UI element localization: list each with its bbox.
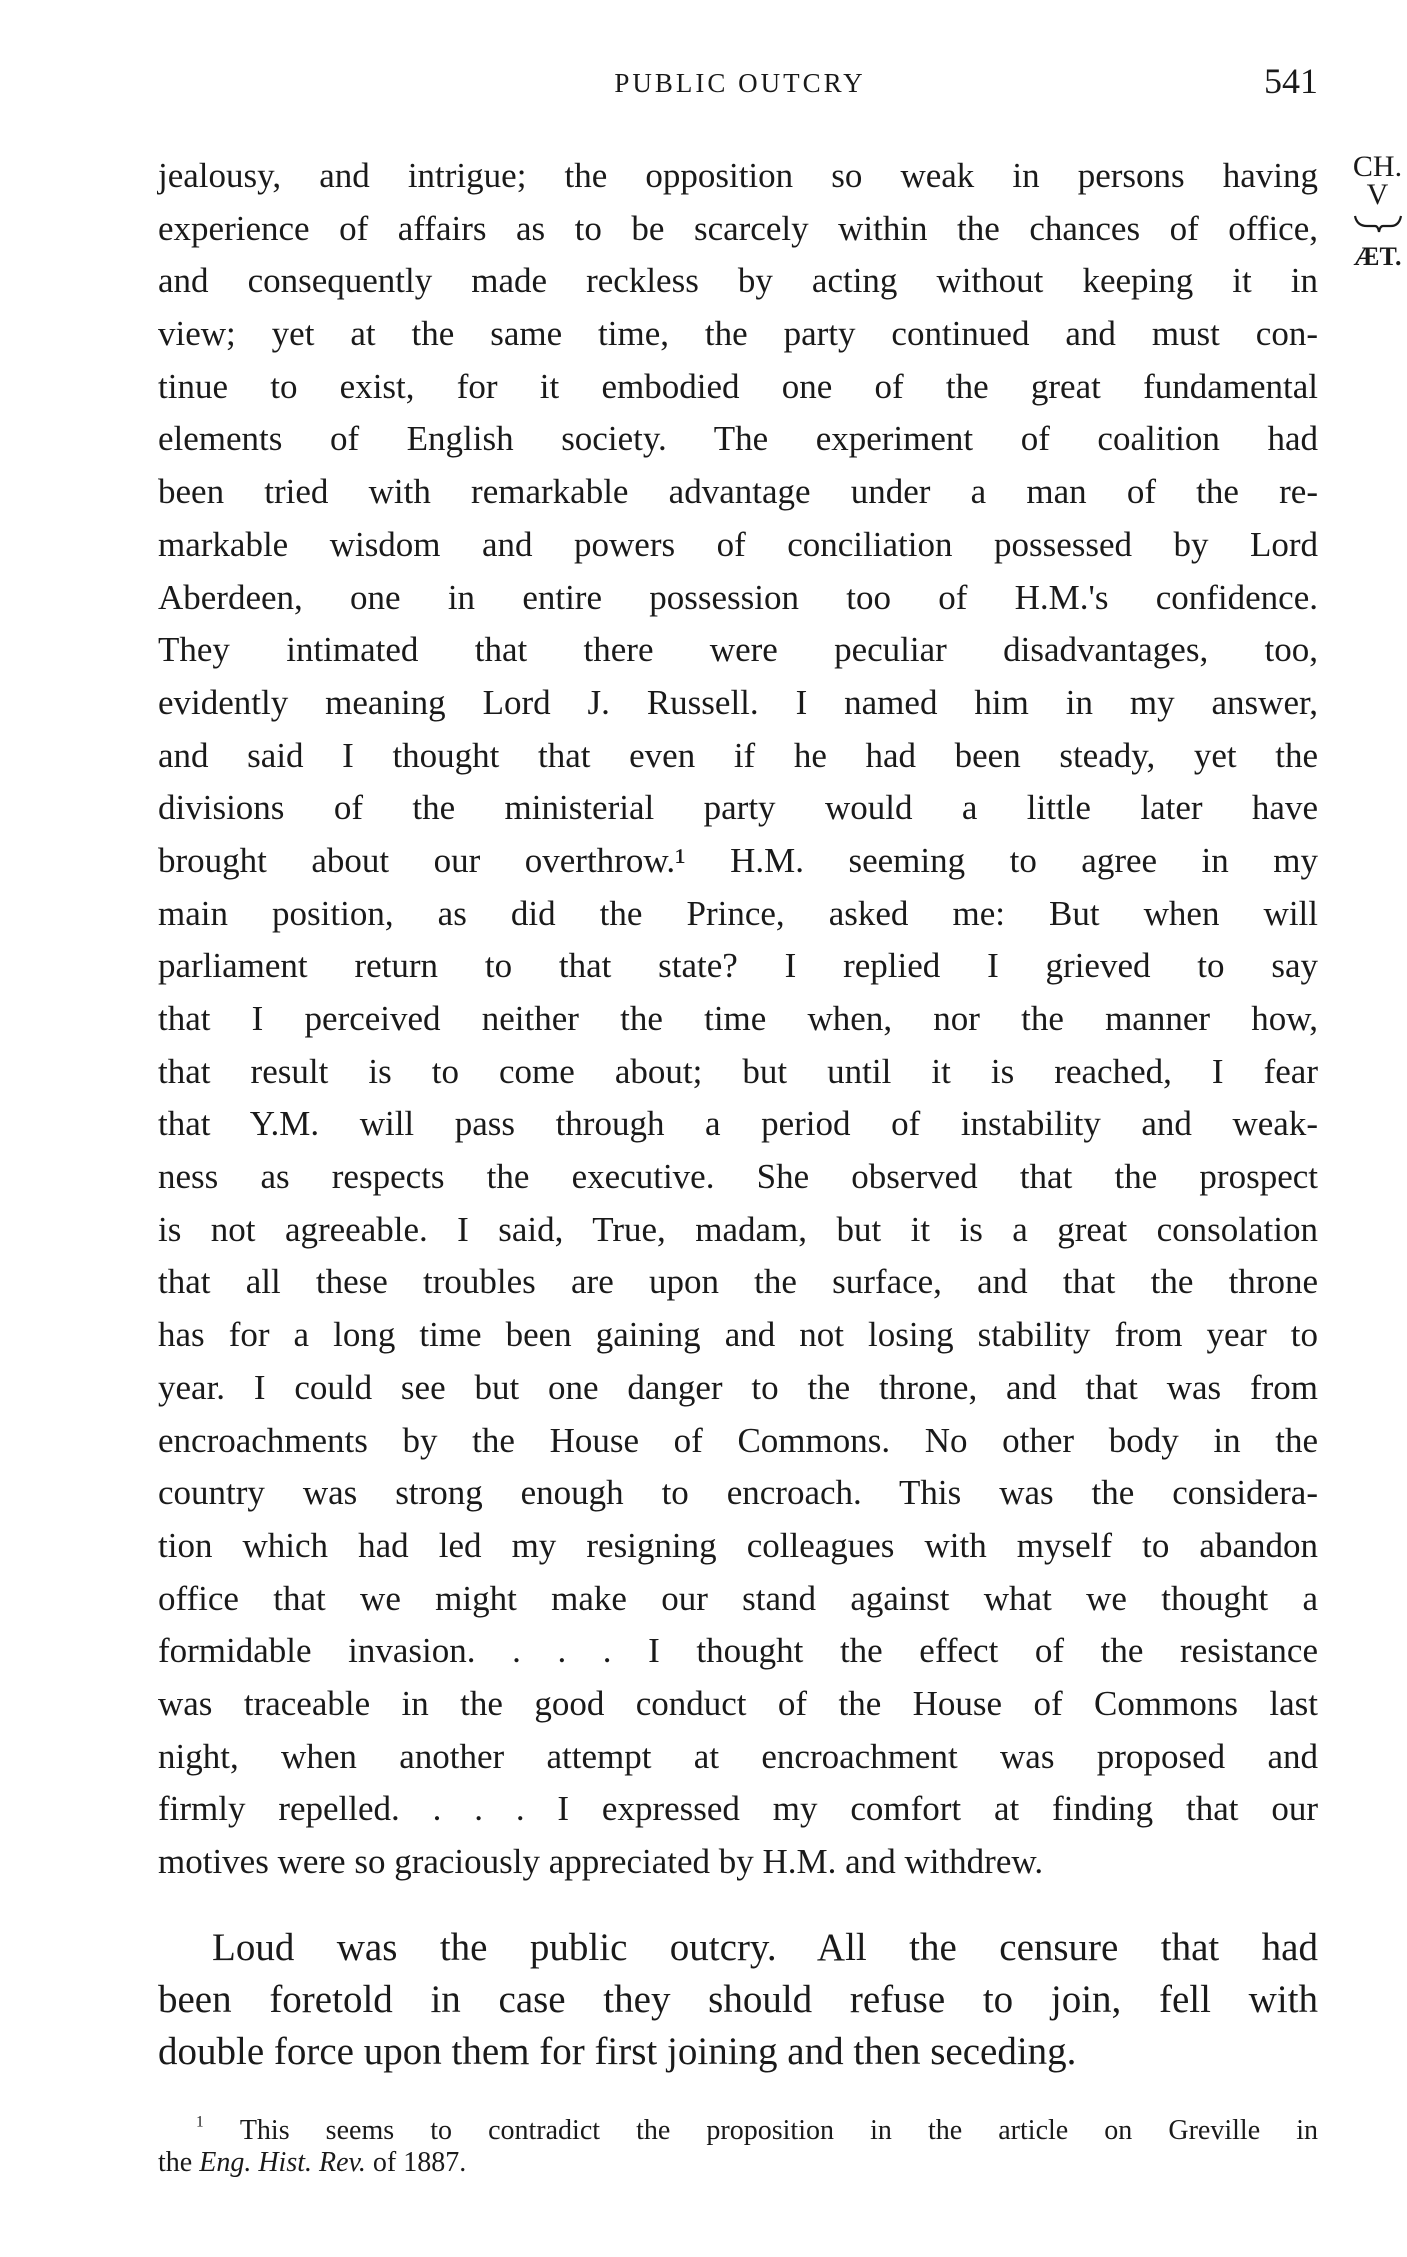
- brace-icon: [1353, 212, 1403, 234]
- text-line: main position, as did the Prince, asked me: But when will: [158, 893, 1318, 933]
- text-line: been foretold in case they should refuse to join, fell with: [158, 1978, 1318, 2021]
- text-line: and said I thought that even if he had been steady, yet the: [158, 735, 1318, 775]
- text-line: office that we might make our stand against what we thought a: [158, 1578, 1318, 1618]
- text-line: has for a long time been gaining and not losing stability from year to: [158, 1315, 1318, 1355]
- text-line: view; yet at the same time, the party continued and must con-: [158, 314, 1318, 354]
- text-line: ness as respects the executive. She observed that the prospect: [158, 1157, 1318, 1197]
- text-line: motives were so graciously appreciated by H.M. and withdrew.: [158, 1842, 1044, 1881]
- text-line: elements of English society. The experiment of coalition had: [158, 419, 1318, 459]
- text-line: been tried with remarkable advantage under a man of the re-: [158, 472, 1318, 512]
- text-line: and consequently made reckless by acting without keeping it in: [158, 261, 1318, 301]
- text-line: year. I could see but one danger to the throne, and that was from: [158, 1367, 1318, 1407]
- text-line: is not agreeable. I said, True, madam, but it is a great consolation: [158, 1209, 1318, 1249]
- footnote-text: the: [158, 2147, 193, 2178]
- text-line: double force upon them for first joining and then seceding.: [158, 2030, 1077, 2073]
- text-line: that Y.M. will pass through a period of instability and weak-: [158, 1104, 1318, 1144]
- text-line: divisions of the ministerial party would a little later have: [158, 788, 1318, 828]
- text-line: that all these troubles are upon the surface, and that the throne: [158, 1262, 1318, 1302]
- text-line: tinue to exist, for it embodied one of the great fundamental: [158, 366, 1318, 406]
- text-line: markable wisdom and powers of conciliation possessed by Lord: [158, 524, 1318, 564]
- text-line: that I perceived neither the time when, nor the manner how,: [158, 999, 1318, 1038]
- text-line: formidable invasion. . . . I thought the effect of the resistance: [158, 1631, 1318, 1671]
- paragraph-2: [158, 1922, 1318, 2078]
- text-line: evidently meaning Lord J. Russell. I named him in my answer,: [158, 682, 1318, 722]
- text-line: parliament return to that state? I replied I grieved to say: [158, 946, 1318, 986]
- text-line: experience of affairs as to be scarcely within the chances of office,: [158, 208, 1318, 248]
- page-number: 541: [1264, 61, 1318, 101]
- footnote: [158, 2115, 1318, 2179]
- text-line: country was strong enough to encroach. This was the considera-: [158, 1473, 1318, 1513]
- margin-chapter-label: CH.: [1352, 150, 1403, 183]
- text-line: Aberdeen, one in entire possession too of H.M.'s confidence.: [158, 577, 1318, 617]
- margin-age-label: ÆT.: [1353, 242, 1402, 271]
- text-line: night, when another attempt at encroachment was proposed and: [158, 1736, 1318, 1776]
- paragraph-1: [158, 150, 1318, 1889]
- text-line: tion which had led my resigning colleagues with myself to abandon: [158, 1525, 1318, 1565]
- margin-note: [1348, 150, 1407, 272]
- text-line: encroachments by the House of Commons. No other body in the: [158, 1420, 1318, 1460]
- text-line: firmly repelled. . . . I expressed my comfort at finding that our: [158, 1789, 1318, 1829]
- footnote-text: of 1887.: [372, 2147, 467, 2178]
- text-line: that result is to come about; but until it is reached, I fear: [158, 1051, 1318, 1091]
- running-header-title: PUBLIC OUTCRY: [614, 68, 866, 98]
- text-line: They intimated that there were peculiar disadvantages, too,: [158, 630, 1318, 670]
- text-line: Loud was the public outcry. All the censure that had: [212, 1926, 1318, 1969]
- footnote-text: This seems to contradict the proposition in the article on Greville in: [239, 2115, 1319, 2146]
- footnote-line-2: [158, 2147, 1318, 2179]
- margin-chapter-number: V: [1366, 178, 1389, 211]
- footnote-marker: 1: [196, 2113, 204, 2131]
- text-line: brought about our overthrow.¹ H.M. seeming to agree in my: [158, 840, 1318, 880]
- text-line: jealousy, and intrigue; the opposition so weak in persons having: [158, 156, 1318, 195]
- footnote-line-1: [158, 2115, 1318, 2147]
- journal-title: Eng. Hist. Rev.: [199, 2147, 366, 2178]
- text-line: was traceable in the good conduct of the House of Commons last: [158, 1683, 1318, 1723]
